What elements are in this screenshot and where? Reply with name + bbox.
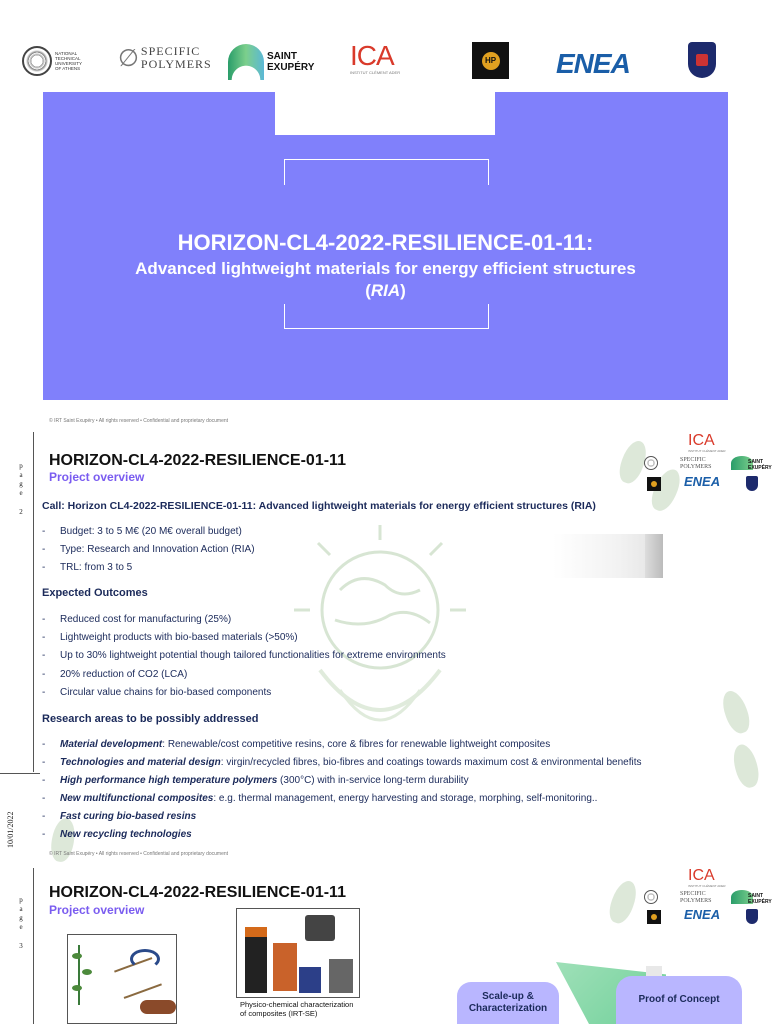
title-banner [43,92,728,400]
expected-outcome-item: - Lightweight products with bio-based materials (>50%) [42,632,298,643]
globe-icon [230,520,560,840]
frame-bracket-bottom [284,304,489,329]
bio-based-materials-illustration [67,934,177,1024]
hp-logo [472,42,509,79]
ntua-mini-seal-icon [644,456,658,470]
ntua-logo-text: NATIONAL TECHNICAL UNIVERSITY OF ATHENS [55,51,82,71]
footprint-icon [730,742,763,790]
instrument-icon [329,959,353,993]
footprint-icon [718,688,754,737]
ntua-mini-seal-icon [644,890,658,904]
research-area-item: - Material development: Renewable/cost competitive resins, core & fibres for renewable lightweight composites [42,739,551,750]
specific-polymers-mini-logo: SPECIFIC POLYMERS [680,457,712,470]
ica-logo-subtext: INSTITUT CLÉMENT ADER [350,70,401,75]
enea-logo: ENEA [556,48,630,79]
research-area-item: - High performance high temperature polymers (300°C) with in-service long-term durability [42,775,469,786]
saint-exupery-word-1: SAINT [267,51,297,62]
globe-footprints-background [230,520,560,840]
specific-polymers-word-2: POLYMERS [140,57,212,71]
research-area-item: - Technologies and material design: virgin/recycled fibres, bio-fibres and coatings towards maximum cost & environmental benefits [42,757,642,768]
slide2-title: HORIZON-CL4-2022-RESILIENCE-01-11 [49,452,346,469]
type-bullet: - Type: Research and Innovation Action (RIA) [42,544,255,555]
hp-mini-logo-icon [647,477,661,491]
banner-subtitle-ria: RIA [370,281,401,300]
lab-equipment-photo [236,908,360,998]
frame-bracket-top [284,159,489,185]
instrument-icon [245,927,267,993]
instrument-icon [305,915,335,941]
specific-polymers-mini-logo: SPECIFIC POLYMERS [680,891,712,904]
research-area-item: - Fast curing bio-based resins [42,811,197,822]
plant-icon [78,945,108,1005]
lab-equipment-caption: Physico-chemical characterization of composites (IRT-SE) [240,1000,354,1018]
call-description: Call: Horizon CL4-2022-RESILIENCE-01-11: Advanced lightweight materials for energy efficient structures (RIA) [42,500,596,512]
saint-exupery-mini-text: SAINT EXUPÉRY [748,893,772,905]
saint-exupery-word-2: EXUPÉRY [267,62,315,73]
partner-logos [0,38,768,86]
banner-subtitle-line1: Advanced lightweight materials for energy efficient structures [135,259,636,278]
specific-polymers-logo [118,44,212,72]
university-shield-icon [688,42,716,78]
slide2-page-number: 2 [19,508,23,516]
ica-logo-text: ICA [350,40,394,71]
leaf-icon [82,969,92,975]
proof-of-concept-box: Proof of Concept [616,976,742,1024]
instrument-icon [273,943,297,991]
slide2-page-label: p a g e 2 [16,462,26,517]
slide2-date: 10/01/2022 [6,811,15,848]
slide3-page-label: p a g e 3 [16,896,26,951]
slide2-subtitle: Project overview [49,470,145,484]
research-areas-heading: Research areas to be possibly addressed [42,713,259,725]
expected-outcome-item: - 20% reduction of CO2 (LCA) [42,669,188,680]
banner-subtitle: Advanced lightweight materials for energy efficient structures (RIA) [135,259,636,300]
ica-mini-logo: ICA INSTITUT CLÉMENT ADER [688,867,726,888]
ica-logo [350,42,400,75]
expected-outcome-item: - Reduced cost for manufacturing (25%) [42,614,232,625]
slide2-copyright: © IRT Saint Exupéry • All rights reserved • Confidential and proprietary document [49,851,229,857]
banner-title: HORIZON-CL4-2022-RESILIENCE-01-11: [177,230,594,255]
ntua-seal-icon [22,46,52,76]
scale-up-characterization-box: Scale-up & Characterization [457,982,559,1024]
university-mini-shield-icon [746,909,758,924]
leaf-icon [72,985,82,991]
saint-exupery-logo [228,44,314,80]
budget-bullet: - Budget: 3 to 5 M€ (20 M€ overall budget) [42,526,242,537]
slide2-margin-line [33,432,34,772]
slide3-margin-line [33,868,34,1024]
rainbow-arc-icon [228,44,264,80]
footprint-icon [605,878,641,927]
decorative-gradient-bar [553,534,663,578]
slide1-copyright: © IRT Saint Exupéry • All rights reserved • Confidential and proprietary document [49,418,229,424]
trl-bullet: - TRL: from 3 to 5 [42,562,133,573]
research-area-item: - New recycling technologies [42,829,192,840]
leaf-icon [72,953,82,959]
hp-logo-text: HP [482,52,500,70]
slide2-date-divider [0,773,40,774]
research-area-item: - New multifunctional composites: e.g. thermal management, energy harvesting and storage, morphing, self-monitoring.. [42,793,598,804]
enea-mini-logo: ENEA [684,474,721,489]
composite-tube-icon [140,1000,176,1014]
expected-outcomes-heading: Expected Outcomes [42,587,148,599]
university-mini-shield-icon [746,476,758,491]
enea-mini-logo: ENEA [684,907,721,922]
ntua-logo [22,46,89,76]
ica-mini-logo: ICA INSTITUT CLÉMENT ADER [688,432,726,453]
saint-exupery-mini-text: SAINT EXUPÉRY [748,459,772,471]
slide3-subtitle: Project overview [49,903,145,917]
slide3-title: HORIZON-CL4-2022-RESILIENCE-01-11 [49,884,346,901]
instrument-icon [299,967,321,993]
specific-polymers-word-1: SPECIFIC [140,44,201,58]
expected-outcome-item: - Up to 30% lightweight potential though tailored functionalities for extreme environments [42,650,446,661]
expected-outcome-item: - Circular value chains for bio-based components [42,687,272,698]
cycle-arrow-icon [130,949,160,969]
banner-notch [275,92,495,135]
slide3-page-number: 3 [19,942,23,950]
hp-mini-logo-icon [647,910,661,924]
empty-set-icon: ∅ [118,44,139,72]
